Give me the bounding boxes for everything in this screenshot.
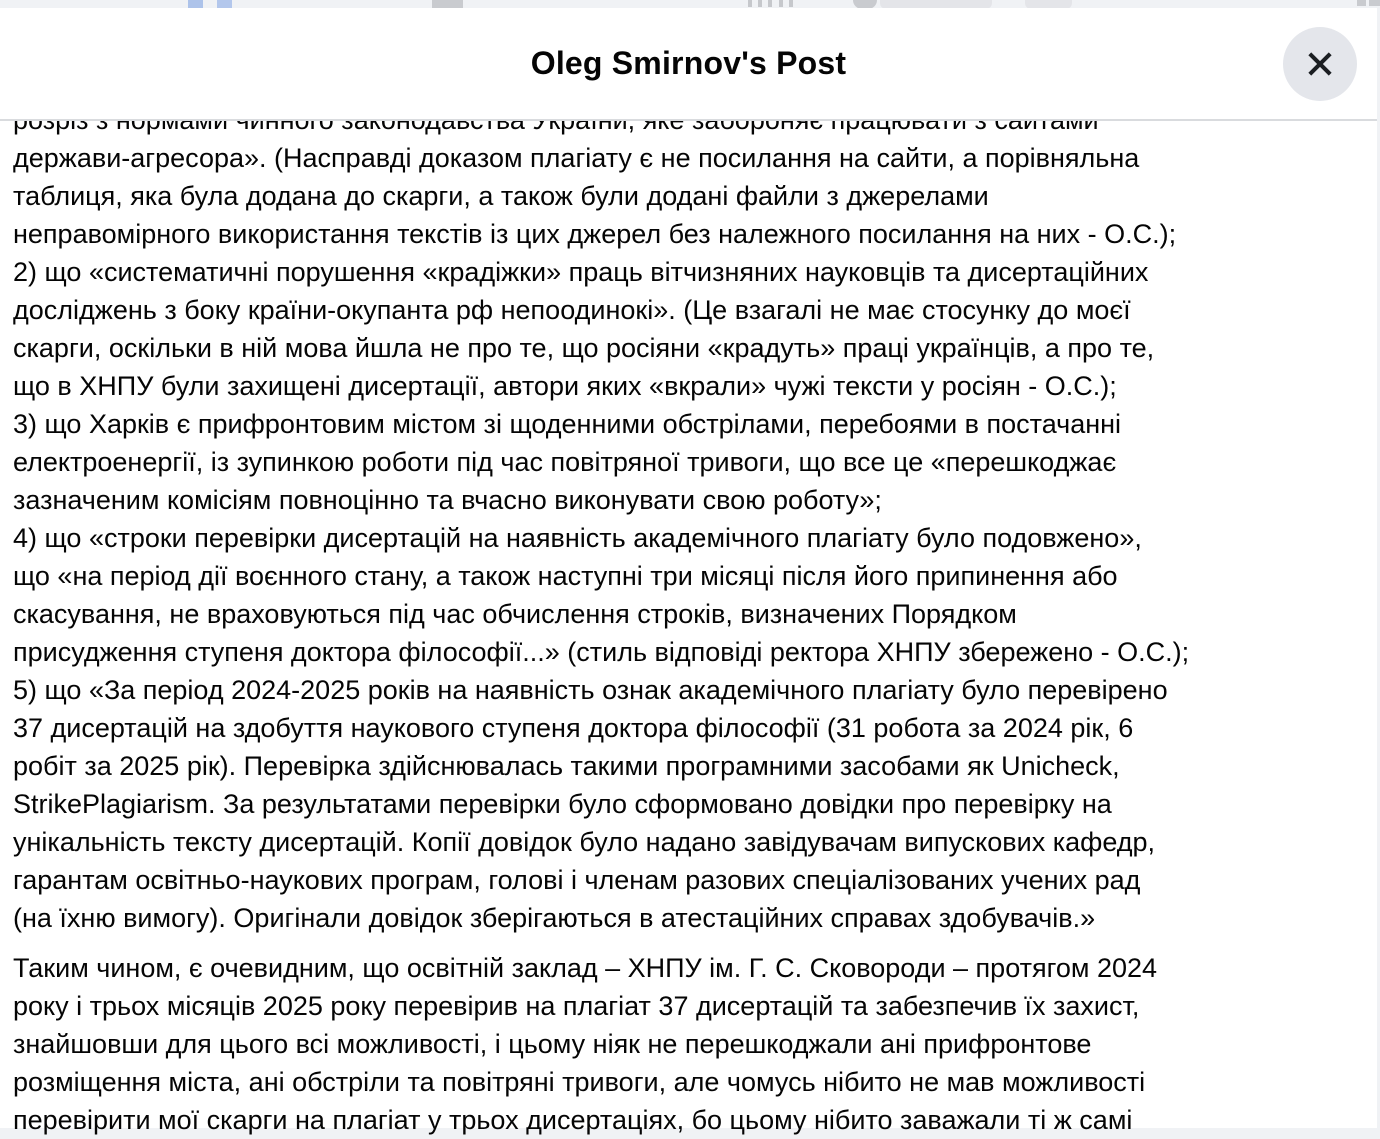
post-modal-header [0,8,1377,121]
background-fragment [789,0,793,7]
post-text-line: 3) що Харків є прифронтовим містом зі щоденними обстрілами, перебоями в постачанні [13,409,1122,439]
post-text-line: Таким чином, є очевидним, що освітній заклад – ХНПУ ім. Г. С. Сковороди – протягом 2024 [13,953,1158,983]
post-paragraph [13,101,1353,937]
close-icon [1302,46,1338,82]
post-modal [0,8,1377,1135]
background-fragment [432,0,463,8]
post-text-line: (на їхню вимогу). Оригінали довідок зберігаються в атестаційних справах здобувачів.» [13,903,1096,933]
post-text-line: перевірити мої скарги на плагіат у трьох дисертаціях, бо цьому нібито заважали ті ж самі [13,1105,1133,1135]
post-text-line: що в ХНПУ були захищені дисертації, автори яких «вкрали» чужі тексти у росіян - О.С.); [13,371,1117,401]
post-text-line: електроенергії, із зупинкою роботи під час повітряної тривоги, що все це «перешкоджає [13,447,1117,477]
background-fragment [1369,0,1380,6]
background-fragment [748,0,752,7]
post-text-line: року і трьох місяців 2025 року перевірив на плагіат 37 дисертацій та забезпечив їх захист, [13,991,1140,1021]
background-fragment [188,0,203,8]
post-text-line: скарги, оскільки в ній мова йшла не про те, що росіяни «крадуть» праці українців, а про те, [13,333,1155,363]
background-fragment [758,0,762,7]
post-paragraph [13,949,1353,1139]
post-text-line: 5) що «За період 2024-2025 років на наявність ознак академічного плагіату було перевірено [13,675,1168,705]
close-button[interactable] [1283,27,1357,101]
background-fragment [768,0,772,7]
background-fragment [1357,0,1366,6]
background-fragment [779,0,783,7]
background-fragment [217,0,232,8]
post-text-line: робіт за 2025 рік). Перевірка здійснювалась такими програмними засобами як Unicheck, [13,751,1120,781]
post-text-line: неправомірного використання текстів із цих джерел без належного посилання на них - О.С.); [13,219,1177,249]
post-text-line: що «на період дії воєнного стану, а також наступні три місяці після його припинення або [13,561,1118,591]
post-text-line: знайшовши для цього всі можливості, і цьому ніяк не перешкоджали ані прифронтове [13,1029,1092,1059]
post-text-line: StrikePlagiarism. За результатами перевірки було сформовано довідки про перевірку на [13,789,1112,819]
post-text-line: гарантам освітньо-наукових програм, голові і членам разових спеціалізованих учених рад [13,865,1141,895]
post-text-line: розміщення міста, ані обстріли та повітряні тривоги, але чомусь нібито не мав можливості [13,1067,1146,1097]
post-text-line: держави-агресора». (Насправді доказом плагіату є не посилання на сайти, а порівняльна [13,143,1140,173]
post-text-line: скасування, не враховуються під час обчислення строків, визначених Порядком [13,599,1017,629]
post-text-line: 2) що «систематичні порушення «крадіжки» праць вітчизняних науковців та дисертаційних [13,257,1149,287]
post-modal-title: Oleg Smirnov's Post [530,45,847,81]
post-text-line: зазначеним комісіям повноцінно та вчасно виконувати свою роботу»; [13,485,882,515]
post-text-line: 37 дисертацій на здобуття наукового ступеня доктора філософії (31 робота за 2024 рік, 6 [13,713,1134,743]
post-text-line: унікальність тексту дисертацій. Копії довідок було надано завідувачам випускових кафедр, [13,827,1156,857]
post-text-line: присудження ступеня доктора філософії...» (стиль відповіді ректора ХНПУ збережено - О.С.); [13,637,1190,667]
post-text-line: 4) що «строки перевірки дисертацій на наявність академічного плагіату було подовжено», [13,523,1142,553]
post-body-scroll-area[interactable] [0,101,1377,1135]
post-text-line: таблиця, яка була додана до скарги, а також були додані файли з джерелами [13,181,989,211]
post-text-line: досліджень з боку країни-окупанта рф непоодинокі». (Це взагалі не має стосунку до моєї [13,295,1131,325]
